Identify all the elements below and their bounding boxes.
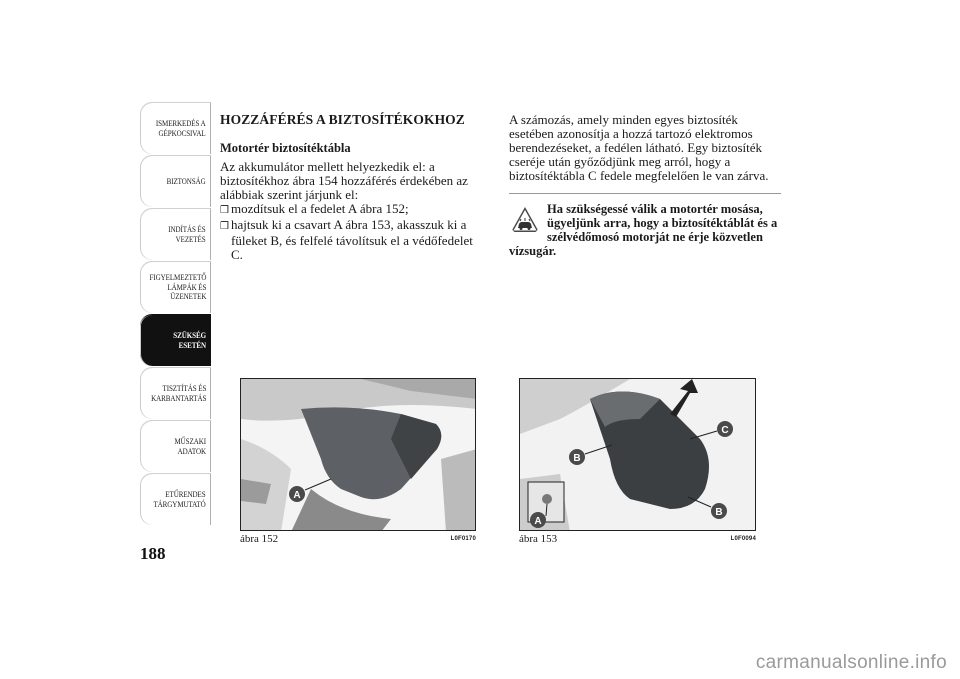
callout-label: B	[573, 453, 581, 464]
step-list	[220, 202, 482, 262]
warning-note	[509, 202, 781, 258]
left-column	[220, 113, 482, 262]
tab-muszaki-adatok[interactable]	[140, 420, 211, 472]
list-item: ❒ mozdítsuk el a fedelet A ábra 152;	[220, 201, 409, 216]
divider	[509, 193, 781, 194]
tab-biztonsag[interactable]	[140, 155, 211, 207]
tab-label: TISZTÍTÁS ÉS KARBANTARTÁS	[150, 383, 206, 403]
checkbox-bullet-icon: ❒	[220, 221, 229, 232]
tab-label: FIGYELMEZTETŐ LÁMPÁK ÉS ÜZENETEK	[149, 272, 206, 302]
right-column	[509, 113, 781, 258]
tab-ismerkedes[interactable]	[140, 102, 211, 154]
tab-label: ISMERKEDÉS A GÉPKOCSIVAL	[156, 118, 206, 138]
car-wash-warning-icon	[509, 204, 541, 236]
warning-lead: Ha szükségessé válik a motortér mosása, ügyeljünk arra, hogy a biztosítéktáblát és a szélvédőmosó motorját ne érje közvetlen	[547, 202, 778, 244]
warning-tail: vízsugár.	[509, 244, 557, 258]
figure-153-illustration	[519, 378, 756, 531]
figure-caption: ábra 152	[240, 533, 279, 545]
figure-152	[240, 378, 476, 545]
tab-label: SZÜKSÉG ESETÉN	[173, 330, 206, 350]
tab-label: INDÍTÁS ÉS VEZETÉS	[168, 224, 206, 244]
list-item: ❒ hajtsuk ki a csavart A ábra 153, akasszuk ki a füleket B, és felfelé távolítsuk el a védőfedelet C.	[220, 217, 473, 262]
callout-label: B	[715, 507, 723, 518]
fuse-numbering-paragraph: A számozás, amely minden egyes biztosíték esetében azonosítja a hozzá tartozó elektromos berendezéseket, a fedélen látható. Egy biztosíték cseréje után győződjünk meg arról, hogy a biztosítéktábla C fedele megfelelően le van zárva.	[509, 112, 769, 183]
tab-label: MŰSZAKI ADATOK	[174, 436, 206, 456]
figure-caption: ábra 153	[519, 533, 558, 545]
tab-figyelmezteto[interactable]	[140, 261, 211, 313]
watermark: carmanualsonline.info	[755, 652, 947, 673]
tab-targymutato[interactable]	[140, 473, 211, 525]
intro-paragraph: Az akkumulátor mellett helyezkedik el: a biztosítékhoz ábra 154 hozzáférés érdekében az alábbiak szerint járjunk el:	[220, 159, 468, 202]
callout-label: A	[293, 490, 301, 501]
figure-153	[519, 378, 756, 545]
callout-label: A	[534, 516, 542, 527]
page-number: 188	[140, 544, 166, 563]
section-title: HOZZÁFÉRÉS A BIZTOSÍTÉKOKHOZ	[220, 112, 465, 127]
figure-152-illustration	[240, 378, 476, 531]
callout-label: C	[721, 425, 729, 436]
tab-inditas[interactable]	[140, 208, 211, 260]
figure-code: L0F0094	[730, 536, 756, 542]
tab-label: ETŰRENDES TÁRGYMUTATÓ	[153, 489, 206, 509]
tab-tisztitas[interactable]	[140, 367, 211, 419]
chapter-tabs	[140, 102, 211, 526]
subsection-title: Motortér biztosítéktábla	[220, 141, 351, 155]
figure-code: L0F0170	[450, 536, 476, 542]
tab-szukseg-eseten[interactable]	[140, 314, 211, 366]
checkbox-bullet-icon: ❒	[220, 205, 229, 216]
tab-label: BIZTONSÁG	[166, 175, 206, 186]
